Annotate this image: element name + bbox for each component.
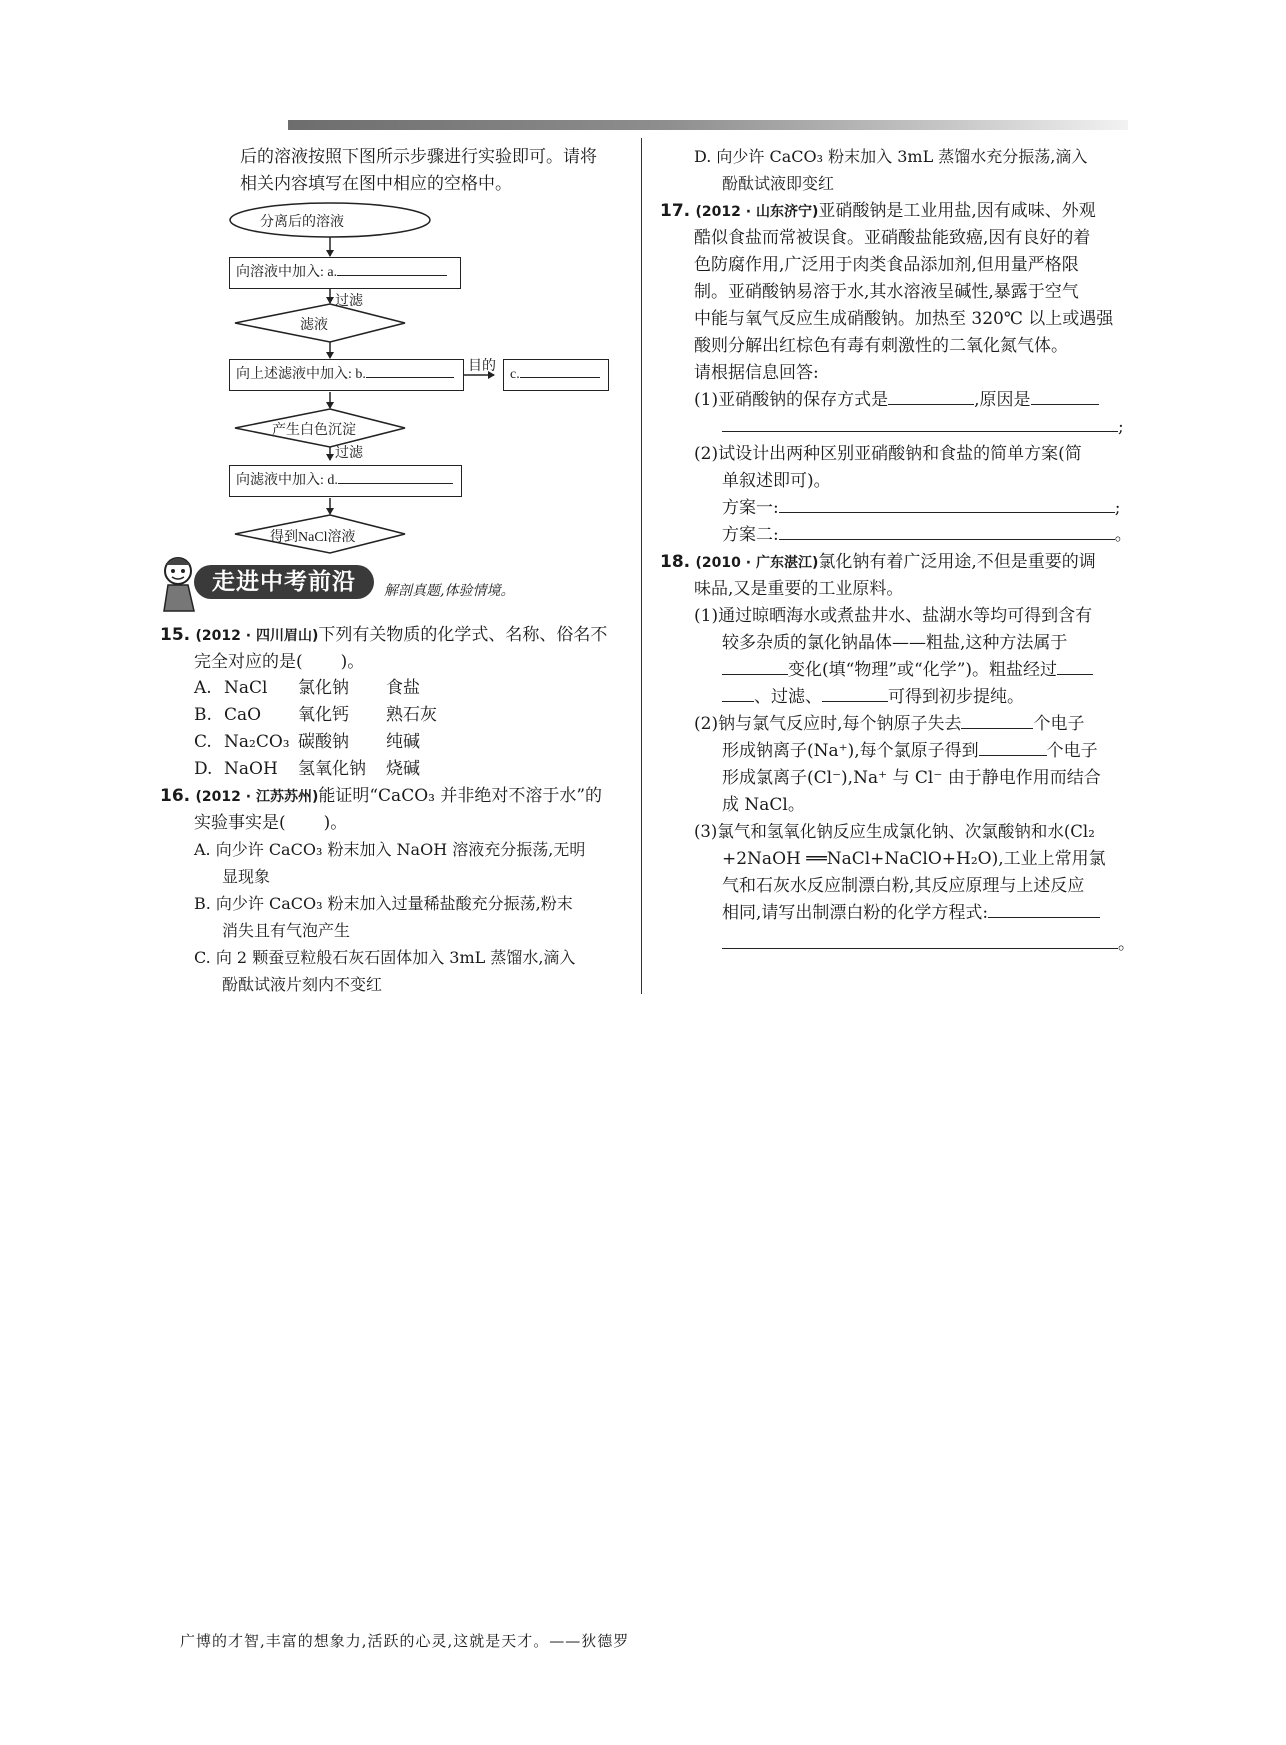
q16-option-a-2: 显现象	[222, 867, 271, 886]
q18-part2-3: 形成氯离子(Cl⁻),Na⁺ 与 Cl⁻ 由于静电作用而结合	[722, 768, 1101, 788]
q16-stem-2a: 实验事实是(	[194, 813, 286, 833]
flow-end-text: 得到NaCl溶液	[270, 530, 356, 545]
q16-stem-2b: )。	[323, 813, 348, 833]
q17-text-3: 色防腐作用,广泛用于肉类食品添加剂,但用量严格限	[694, 255, 1079, 275]
q15-line-1	[160, 623, 607, 648]
flow-start-text: 分离后的溶液	[260, 215, 344, 230]
q17-text-2: 酷似食盐而常被误食。亚硝酸盐能致癌,因有良好的着	[694, 228, 1091, 248]
flow-filter2-label: 过滤	[335, 446, 363, 461]
q18-part2-1a: (2)钠与氯气反应时,每个钠原子失去	[694, 714, 962, 734]
q18-part1-4a: 、过滤、	[754, 687, 822, 707]
header-gradient-bar	[288, 120, 1128, 130]
q15-opt-label: C.	[194, 732, 212, 752]
q15-line-2	[194, 650, 364, 674]
q18-part2-4: 成 NaCl。	[722, 795, 805, 815]
q18-step3-blank[interactable]	[822, 685, 888, 702]
q16-line-1	[160, 784, 602, 809]
q15-option-b	[194, 703, 494, 727]
flow-step-b-box	[229, 359, 464, 391]
q17-text-1: 亚硝酸钠是工业用盐,因有咸味、外观	[818, 201, 1096, 221]
q18-part3-4-text: 相同,请写出制漂白粉的化学方程式:	[722, 903, 989, 923]
q17-line-1	[660, 199, 1096, 224]
q17-part1-b: ,原因是	[974, 390, 1031, 410]
q18-line-1	[660, 550, 1096, 575]
flow-step-c-text: c.	[510, 367, 520, 382]
q18-step1-blank-cont[interactable]	[722, 685, 754, 702]
q16-option-d-1: D. 向少许 CaCO₃ 粉末加入 3mL 蒸馏水充分振荡,滴入	[694, 147, 1088, 166]
q18-part2-2	[722, 739, 1098, 763]
column-divider	[641, 138, 642, 994]
q18-part2-2a: 形成钠离子(Na⁺),每个氯原子得到	[722, 741, 979, 761]
q15-opt-name: 碳酸钠	[298, 732, 349, 752]
q18-gain-electrons-blank[interactable]	[979, 739, 1047, 756]
q18-text-2: 味品,又是重要的工业原料。	[694, 579, 904, 599]
section-title: 走进中考前沿	[194, 565, 374, 599]
q15-opt-common: 食盐	[386, 678, 420, 698]
q17-part1-a: (1)亚硝酸钠的保存方式是	[694, 390, 889, 410]
q17-part2-1: (2)试设计出两种区别亚硝酸钠和食盐的简单方案(简	[694, 444, 1082, 464]
flow-white-ppt-text: 产生白色沉淀	[272, 423, 356, 438]
q17-reason-line	[722, 415, 1124, 439]
flow-step-d-text: 向滤液中加入: d.	[236, 473, 338, 488]
q16-option-c-1: C. 向 2 颗蚕豆粒般石灰石固体加入 3mL 蒸馏水,滴入	[194, 948, 576, 967]
q17-plan1-line	[722, 496, 1120, 520]
q18-equation-blank[interactable]	[988, 901, 1100, 918]
q17-reason-blank-2[interactable]	[722, 415, 1118, 432]
q17-semicolon: ;	[1118, 417, 1124, 437]
q17-plan2-label: 方案二:	[722, 525, 779, 545]
q15-option-c	[194, 730, 494, 754]
q17-text-4: 制。亚硝酸钠易溶于水,其水溶液呈碱性,暴露于空气	[694, 282, 1079, 302]
q17-plan2-blank[interactable]	[779, 523, 1115, 540]
flow-step-a-text: 向溶液中加入: a.	[236, 265, 338, 280]
q17-storage-blank[interactable]	[888, 388, 974, 405]
q18-part2-2b: 个电子	[1046, 741, 1098, 761]
q15-option-a	[194, 676, 494, 700]
q17-source: (2012 · 山东济宁)	[695, 204, 819, 220]
q18-part1-3	[722, 658, 1093, 682]
flow-step-d-box	[229, 465, 462, 497]
q18-part1-2: 较多杂质的氯化钠晶体——粗盐,这种方法属于	[722, 633, 1068, 653]
q15-opt-formula: Na₂CO₃	[224, 732, 290, 752]
q17-text-7: 请根据信息回答:	[694, 363, 819, 383]
q16-number: 16.	[160, 786, 191, 806]
q18-part3-4	[722, 901, 1100, 925]
q16-stem-1: 能证明“CaCO₃ 并非绝对不溶于水”的	[318, 786, 603, 806]
q17-plan1-blank[interactable]	[779, 496, 1115, 513]
flow-blank-d[interactable]	[338, 467, 453, 484]
q18-part1-3-text: 变化(填“物理”或“化学”)。粗盐经过	[788, 660, 1058, 680]
q18-part3-1: (3)氯气和氢氧化钠反应生成氯化钠、次氯酸钠和水(Cl₂	[694, 822, 1095, 841]
flow-purpose-label: 目的	[468, 359, 496, 374]
q15-opt-common: 烧碱	[386, 759, 420, 779]
q17-semicolon: ;	[1114, 498, 1121, 518]
q15-stem-2b: )。	[340, 652, 365, 672]
q15-stem-2a: 完全对应的是(	[194, 652, 303, 672]
flow-filter1-label: 过滤	[335, 294, 363, 309]
q18-period: 。	[1118, 934, 1135, 954]
q15-option-d	[194, 757, 494, 781]
q15-opt-label: B.	[194, 705, 212, 725]
q15-opt-formula: NaOH	[224, 759, 278, 779]
q16-option-c-2: 酚酞试液片刻内不变红	[222, 975, 383, 994]
flow-step-a-box	[229, 257, 461, 289]
intro-line-1: 后的溶液按照下图所示步骤进行实验即可。请将	[240, 147, 597, 167]
q17-period: 。	[1114, 525, 1132, 545]
q15-opt-formula: NaCl	[224, 678, 268, 698]
q17-reason-blank[interactable]	[1031, 388, 1099, 405]
flow-step-b-text: 向上述滤液中加入: b.	[236, 367, 366, 382]
q18-step1-blank[interactable]	[1057, 658, 1093, 675]
q16-option-d-2: 酚酞试液即变红	[722, 174, 835, 193]
q18-source: (2010 · 广东湛江)	[695, 555, 819, 571]
q17-text-5: 中能与氧气反应生成硝酸钠。加热至 320℃ 以上或遇强	[694, 309, 1114, 329]
q18-part2-1	[694, 712, 1084, 736]
flow-blank-b[interactable]	[366, 361, 454, 378]
q15-opt-formula: CaO	[224, 705, 262, 725]
q15-stem-1: 下列有关物质的化学式、名称、俗名不	[318, 625, 608, 645]
q15-source: (2012 · 四川眉山)	[195, 628, 319, 644]
q18-equation-blank-2[interactable]	[722, 932, 1118, 949]
q15-opt-name: 氢氧化钠	[298, 759, 366, 779]
q18-part3-3: 气和石灰水反应制漂白粉,其反应原理与上述反应	[722, 876, 1085, 896]
q17-plan2-line	[722, 523, 1132, 547]
q18-part3-2: +2NaOH ══NaCl+NaClO+H₂O),工业上常用氯	[722, 849, 1106, 869]
q18-text-1: 氯化钠有着广泛用途,不但是重要的调	[818, 552, 1096, 572]
q17-part2-2: 单叙述即可)。	[722, 471, 831, 491]
q16-source: (2012 · 江苏苏州)	[195, 789, 319, 805]
q17-plan1-label: 方案一:	[722, 498, 779, 518]
q16-option-b-1: B. 向少许 CaCO₃ 粉末加入过量稀盐酸充分振荡,粉末	[194, 894, 573, 913]
q16-line-2	[194, 811, 347, 835]
q18-part1-4b: 可得到初步提纯。	[888, 687, 1024, 707]
q17-number: 17.	[660, 201, 691, 221]
q15-opt-name: 氯化钠	[298, 678, 349, 698]
intro-line-2: 相关内容填写在图中相应的空格中。	[240, 174, 512, 194]
q18-part2-1b: 个电子	[1033, 714, 1085, 734]
q18-lose-electrons-blank[interactable]	[961, 712, 1033, 729]
q17-text-6: 酸则分解出红棕色有毒有刺激性的二氧化氮气体。	[694, 336, 1068, 356]
q17-part1-line	[694, 388, 1099, 412]
flow-blank-c[interactable]	[520, 361, 600, 378]
q18-part1-1: (1)通过晾晒海水或煮盐井水、盐湖水等均可得到含有	[694, 606, 1093, 626]
footer-quote: 广博的才智,丰富的想象力,活跃的心灵,这就是天才。——狄德罗	[180, 1632, 630, 1650]
q18-number: 18.	[660, 552, 691, 572]
flow-blank-a[interactable]	[337, 259, 447, 276]
q15-number: 15.	[160, 625, 191, 645]
section-subtitle: 解剖真题,体验情境。	[384, 583, 515, 599]
flow-filtrate-text: 滤液	[300, 318, 328, 333]
q16-option-b-2: 消失且有气泡产生	[222, 921, 351, 940]
q15-opt-common: 熟石灰	[386, 705, 437, 725]
q15-opt-name: 氧化钙	[298, 705, 349, 725]
q18-change-blank[interactable]	[722, 658, 788, 675]
q15-opt-label: A.	[194, 678, 212, 698]
q18-equation-line	[722, 932, 1135, 956]
q15-opt-common: 纯碱	[386, 732, 420, 752]
q16-option-a-1: A. 向少许 CaCO₃ 粉末加入 NaOH 溶液充分振荡,无明	[194, 840, 586, 859]
q15-opt-label: D.	[194, 759, 213, 779]
q18-part1-4	[722, 685, 1024, 709]
flow-step-c-box	[503, 359, 609, 391]
